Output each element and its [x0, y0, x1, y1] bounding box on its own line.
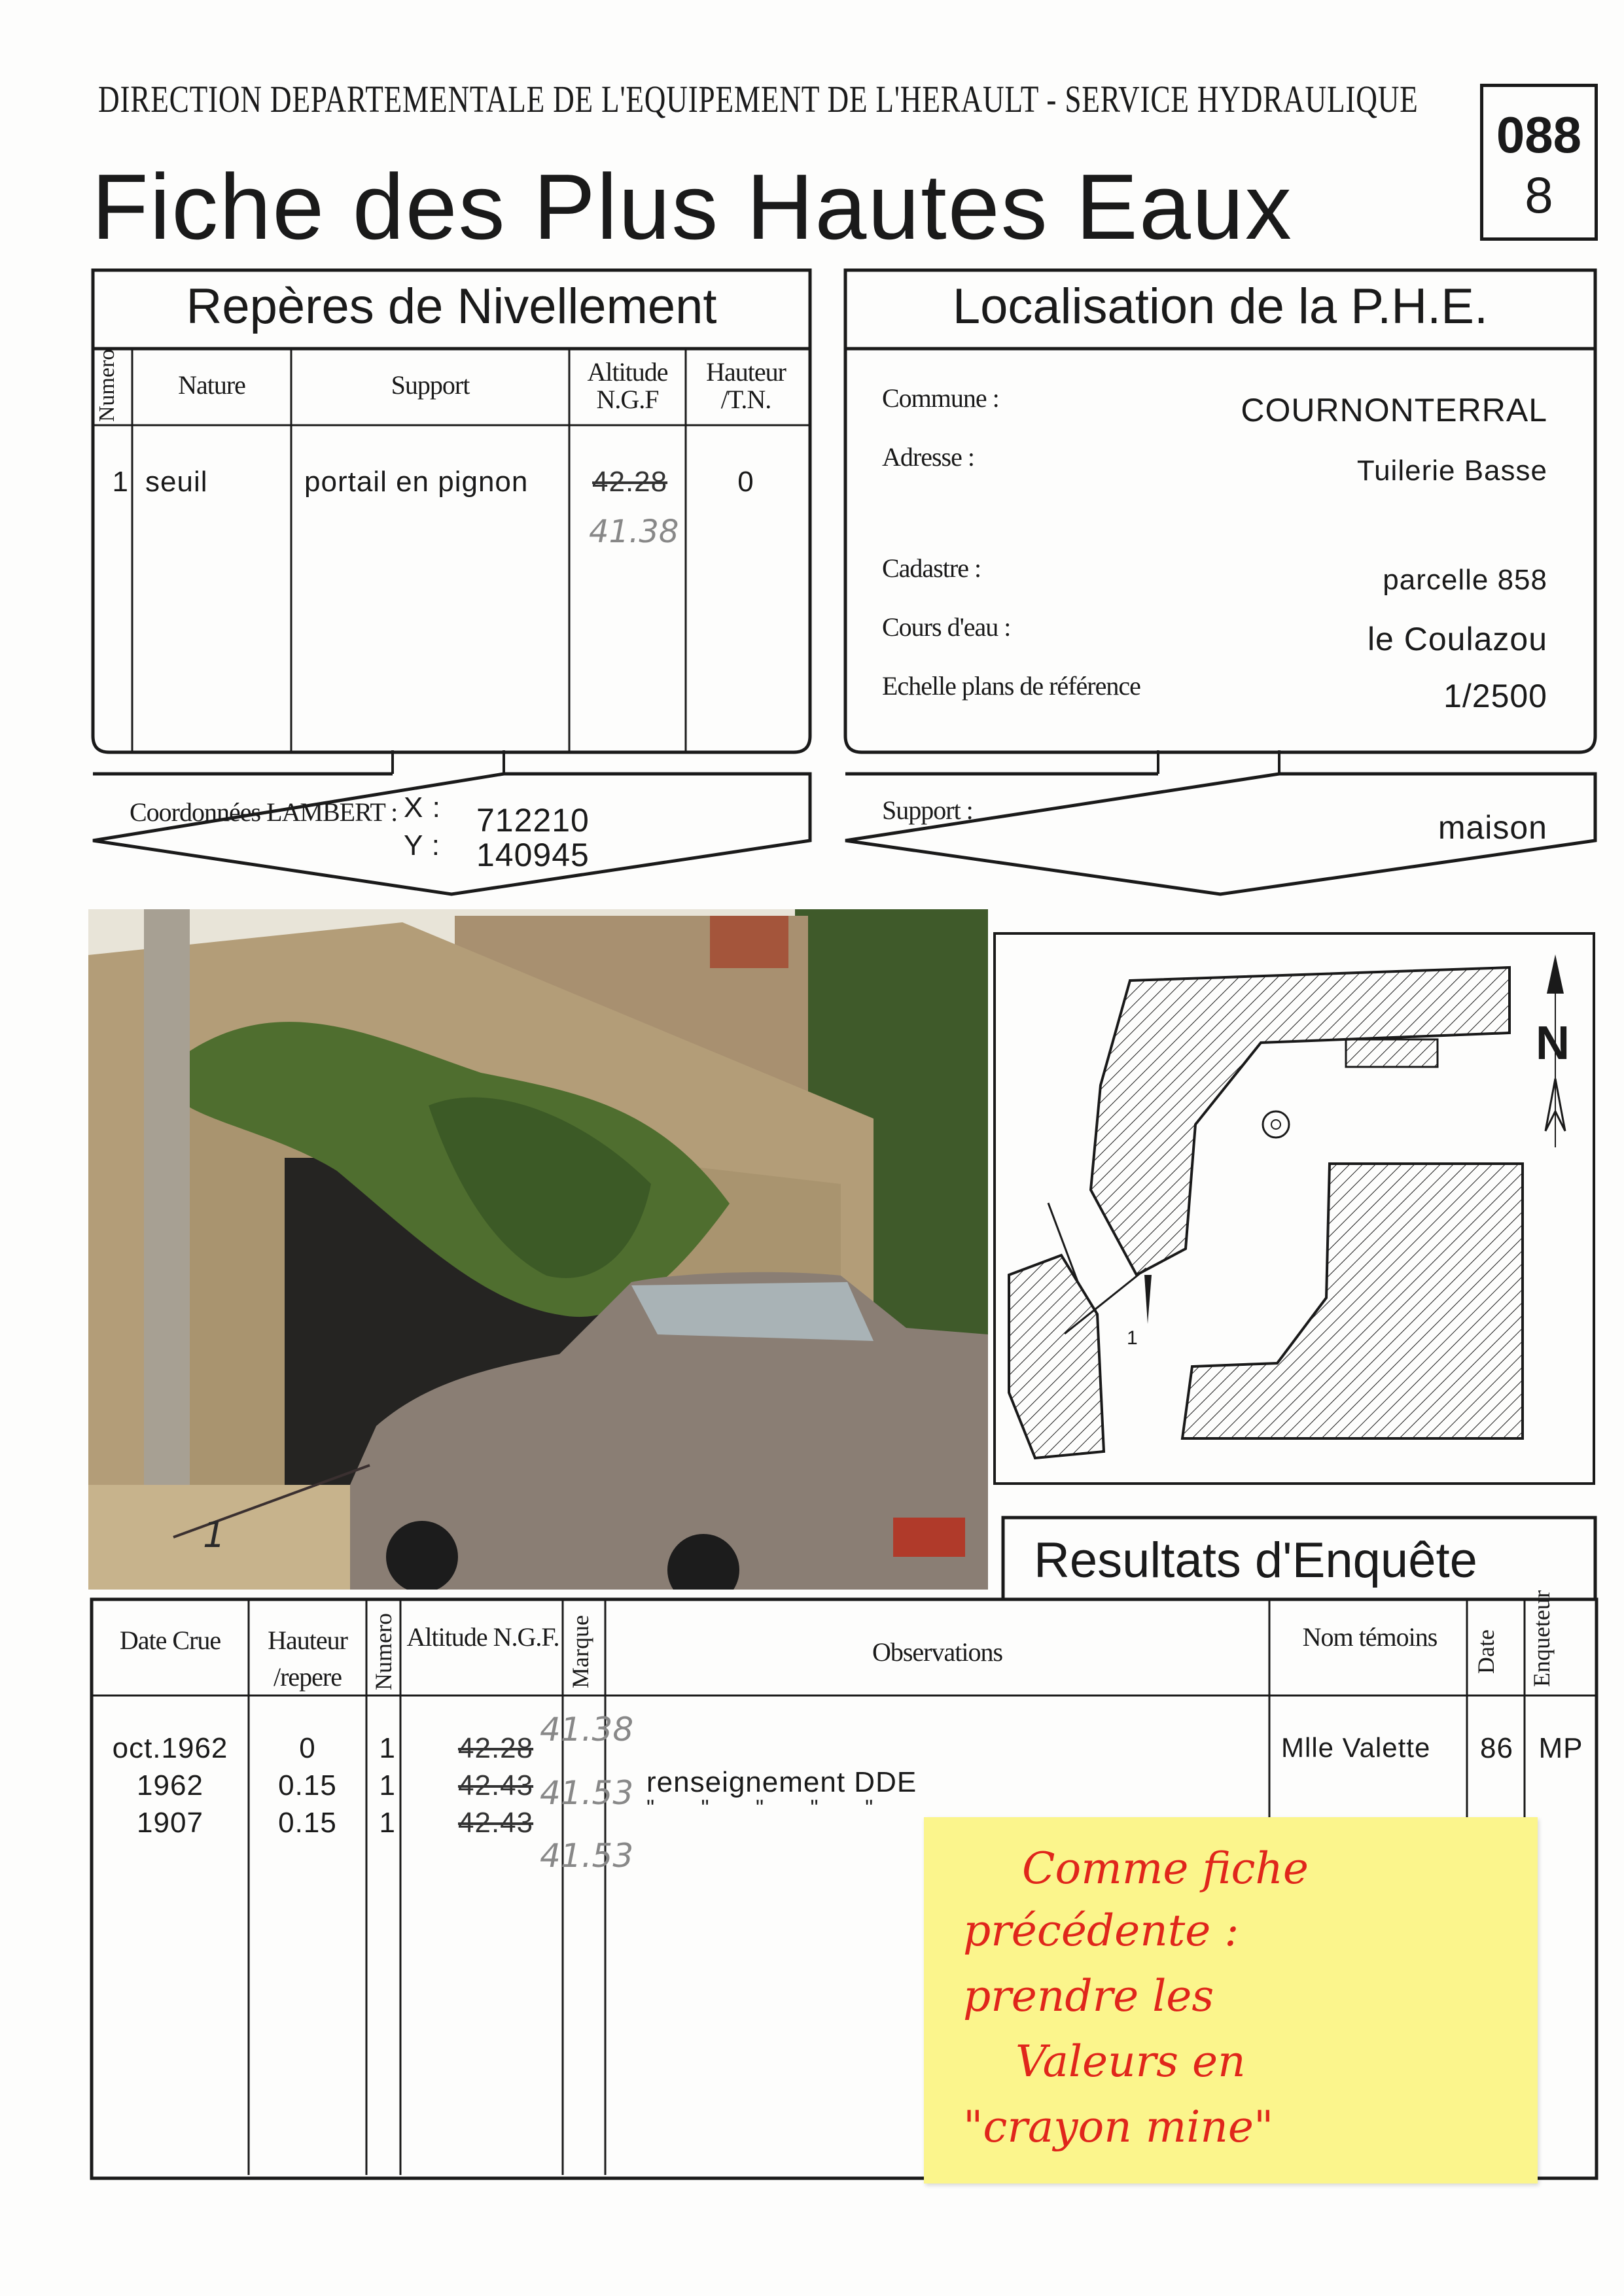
north-label: N — [1536, 1017, 1570, 1070]
page-title: Fiche des Plus Hautes Eaux — [92, 155, 1293, 259]
sticky-note-line: prendre les — [963, 1971, 1214, 2021]
plan-drawing — [996, 935, 1593, 1482]
adresse-label: Adresse : — [882, 442, 974, 472]
cadastre-label: Cadastre : — [882, 553, 981, 583]
commune-label: Commune : — [882, 383, 999, 413]
row-date: 1962 — [137, 1769, 203, 1801]
cours-value: le Coulazou — [1367, 621, 1547, 657]
col-numero-header: Numero — [95, 349, 119, 422]
col-altitude-header: Altitude N.G.F — [587, 357, 668, 414]
coords-label: Coordonnées LAMBERT : — [130, 797, 398, 827]
coord-x-value: 712210 — [476, 802, 590, 839]
site-photo — [88, 909, 988, 1590]
col-hauteur-header: Hauteur /T.N. — [706, 357, 786, 414]
row-observations: " " " " " — [646, 1796, 874, 1820]
coord-x-label: X : — [404, 791, 441, 824]
adresse-value: Tuilerie Basse — [1356, 455, 1547, 487]
fiche-code-box — [1480, 84, 1598, 241]
col-marque-header: Marque — [567, 1615, 593, 1688]
echelle-label: Echelle plans de référence — [882, 671, 1140, 701]
row-date: oct.1962 — [112, 1732, 228, 1764]
col-enqueteur-header: Enqueteur — [1528, 1590, 1555, 1687]
sticky-note-line: Comme fiche — [1022, 1843, 1309, 1894]
col-altitude-res-header: Altitude N.G.F. — [406, 1622, 559, 1652]
col-support-header: Support — [391, 370, 470, 400]
reperes-title: Repères de Nivellement — [186, 279, 717, 334]
echelle-value: 1/2500 — [1443, 678, 1547, 714]
cours-label: Cours d'eau : — [882, 612, 1011, 642]
row-altitude: 42.43 — [458, 1769, 534, 1801]
row-numero: 1 — [379, 1732, 396, 1764]
row-nom: Mlle Valette — [1281, 1732, 1431, 1763]
row-enqueteur: MP — [1538, 1732, 1583, 1764]
row-date-enq: 86 — [1480, 1732, 1513, 1764]
row-hauteur: 0 — [299, 1732, 316, 1764]
fiche-code-top: 088 — [1496, 106, 1582, 164]
row-altitude-corrected: 41.53 — [540, 1837, 634, 1875]
sticky-note — [924, 1817, 1538, 2183]
photo-illustration — [88, 909, 988, 1590]
row-altitude-corrected: 41.38 — [540, 1711, 634, 1748]
coords-frame — [85, 749, 818, 906]
row-hauteur: 0.15 — [278, 1807, 337, 1839]
localisation-title: Localisation de la P.H.E. — [952, 279, 1489, 334]
col-date-enq-header: Date — [1473, 1629, 1499, 1674]
resultats-title: Resultats d'Enquête — [1034, 1533, 1477, 1588]
coord-y-label: Y : — [404, 829, 441, 861]
repere-numero: 1 — [112, 466, 129, 498]
coord-y-value: 140945 — [476, 837, 590, 873]
row-numero: 1 — [379, 1807, 396, 1839]
organization-header: DIRECTION DEPARTEMENTALE DE L'EQUIPEMENT DE L'HERAULT - SERVICE HYDRAULIQUE — [98, 78, 1419, 120]
col-date-header: Date Crue — [119, 1626, 221, 1655]
row-date: 1907 — [137, 1807, 203, 1839]
sticky-note-line: "crayon mine" — [963, 2102, 1274, 2152]
support-value: maison — [1438, 809, 1547, 846]
support-label: Support : — [882, 795, 973, 825]
row-hauteur: 0.15 — [278, 1769, 337, 1801]
repere-altitude-corrected: 41.38 — [589, 513, 679, 550]
site-plan — [993, 932, 1595, 1485]
repere-nature: seuil — [145, 466, 208, 498]
col-hauteur-repere-header: Hauteur /repere — [268, 1626, 347, 1692]
repere-altitude: 42.28 — [592, 466, 668, 498]
col-observations-header: Observations — [872, 1637, 1003, 1667]
fiche-code-bottom: 8 — [1525, 166, 1553, 224]
row-observations: renseignement DDE — [646, 1766, 917, 1798]
col-nature-header: Nature — [178, 370, 245, 400]
col-numero-res-header: Numero — [370, 1613, 397, 1690]
row-numero: 1 — [379, 1769, 396, 1801]
repere-hauteur: 0 — [737, 466, 754, 498]
row-altitude: 42.43 — [458, 1807, 534, 1839]
repere-support: portail en pignon — [304, 466, 529, 498]
photo-annotation: 1 — [203, 1514, 226, 1556]
commune-value: COURNONTERRAL — [1241, 392, 1547, 428]
cadastre-value: parcelle 858 — [1383, 564, 1547, 596]
reperes-frame — [85, 265, 818, 775]
row-altitude-corrected: 41.53 — [540, 1774, 634, 1812]
plan-marker-label: 1 — [1127, 1327, 1138, 1349]
sticky-note-line: Valeurs en — [1015, 2036, 1246, 2087]
sticky-note-line: précédente : — [963, 1905, 1239, 1956]
row-altitude: 42.28 — [458, 1732, 534, 1764]
col-nom-header: Nom témoins — [1302, 1622, 1438, 1652]
